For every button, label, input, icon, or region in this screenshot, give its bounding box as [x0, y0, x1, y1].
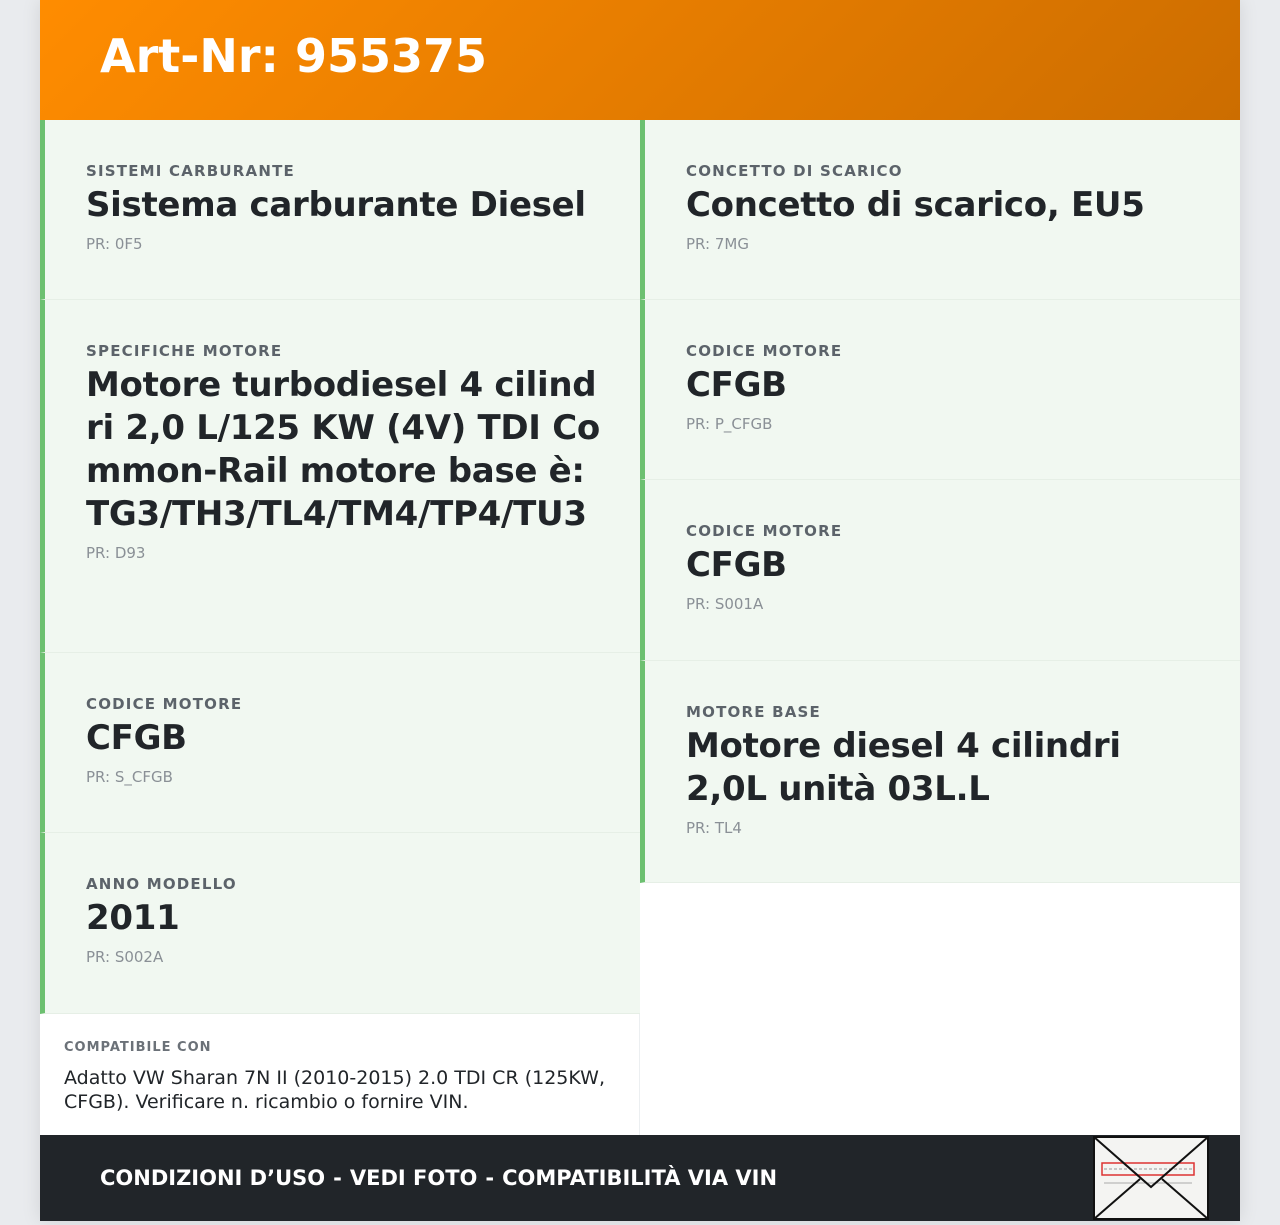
view-photos-link[interactable]: VEDI FOTO [349, 1166, 478, 1190]
spec-pr-code: PR: P_CFGB [686, 415, 773, 433]
spec-value: CFGB [86, 718, 187, 758]
header-bar [40, 0, 1240, 120]
spec-label: SPECIFICHE MOTORE [86, 342, 283, 360]
envelope-stamp-icon [1092, 1135, 1210, 1221]
spec-value: CFGB [686, 365, 787, 405]
compatibility-section [40, 1014, 640, 1135]
spec-pr-code: PR: TL4 [686, 819, 742, 837]
terms-of-use-link[interactable]: CONDIZIONI D’USO [100, 1166, 326, 1190]
spec-card-engine-code [640, 300, 1240, 480]
spec-label: CODICE MOTORE [686, 342, 843, 360]
spec-pr-code: PR: D93 [86, 544, 146, 562]
footer-separator: - [485, 1166, 495, 1190]
spec-pr-code: PR: 0F5 [86, 235, 143, 253]
spec-card-base-engine [640, 661, 1240, 883]
spec-card-engine-specs [40, 300, 640, 653]
footer-bar [40, 1135, 1240, 1221]
footer-links [100, 1165, 777, 1191]
vin-compatibility-link[interactable]: COMPATIBILITÀ VIA VIN [502, 1166, 778, 1190]
spec-card-model-year [40, 833, 640, 1014]
compatibility-label: COMPATIBILE CON [64, 1040, 212, 1055]
spec-label: ANNO MODELLO [86, 875, 237, 893]
spec-pr-code: PR: S_CFGB [86, 768, 173, 786]
spec-value: Motore diesel 4 cilindri 2,0L unità 03L.L [686, 726, 1121, 809]
product-page [40, 0, 1240, 1221]
spec-pr-code: PR: 7MG [686, 235, 749, 253]
spec-value: 2011 [86, 898, 180, 938]
spec-label: SISTEMI CARBURANTE [86, 162, 295, 180]
spec-value: Sistema carburante Diesel [86, 185, 586, 225]
left-column [40, 120, 640, 1014]
spec-card-engine-code [640, 480, 1240, 661]
spec-pr-code: PR: S002A [86, 948, 164, 966]
spec-value: Concetto di scarico, EU5 [686, 185, 1145, 225]
spec-card-engine-code [40, 653, 640, 833]
spec-card-fuel-system [40, 120, 640, 300]
spec-label: CODICE MOTORE [86, 695, 243, 713]
compatibility-text: Adatto VW Sharan 7N II (2010-2015) 2.0 TDI CR (125KW, CFGB). Verificare n. ricambio o fornire VIN. [64, 1067, 605, 1113]
spec-pr-code: PR: S001A [686, 595, 764, 613]
spec-label: MOTORE BASE [686, 703, 821, 721]
spec-card-exhaust [640, 120, 1240, 300]
spec-value: Motore turbodiesel 4 cilindri 2,0 L/125 KW (4V) TDI Common-Rail motore base è: TG3/TH3/TL4/TM4/TP4/TU3 [86, 365, 600, 534]
spec-label: CONCETTO DI SCARICO [686, 162, 903, 180]
footer-separator: - [333, 1166, 342, 1190]
article-number-title: Art-Nr: 955375 [100, 29, 488, 83]
spec-value: CFGB [686, 545, 787, 585]
right-column [640, 120, 1240, 883]
spec-label: CODICE MOTORE [686, 522, 843, 540]
